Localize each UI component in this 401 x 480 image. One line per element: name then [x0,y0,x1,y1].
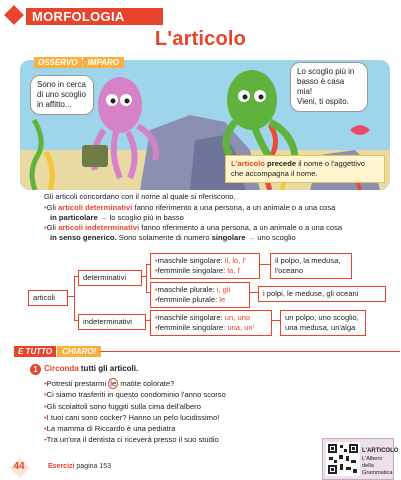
speech-bubble-left [30,75,94,115]
rule-indeterminative: •Gli articoli indeterminativi fanno riferimento a una persona, a un animale o a una cosa in senso generico. Sono solamente di numero singolare → uno scoglio [44,223,343,242]
divider [100,351,400,352]
definition-term: L'articolo [231,159,265,168]
section-tag [34,55,124,69]
det-plural-examples: i polpi, le meduse, gli oceani [258,286,386,302]
indet-examples: un polpo, uno scoglio, una medusa, un'alga [280,310,366,336]
list-item: •La mamma di Riccardo è una pediatra [44,424,176,434]
tree-root: articoli [28,290,68,306]
exercise-list [44,378,226,446]
page-number: 44 [13,461,25,472]
page-title: L'articolo [154,28,247,50]
tree-connector [74,276,75,320]
list-item: •Gli scoiattoli sono fuggiti sulla cima dell'albero [44,401,201,411]
intro-text: Gli articoli concordano con il nome al quale si riferiscono. [44,192,236,201]
qr-title: L'ARTICOLO [362,448,399,454]
list-item: •I tuoi cani sono cocker? Hanno un pelo lucidissimo! [44,412,220,422]
tree-arrow [272,320,280,321]
list-item: •Tra un'ora il dentista ci riceverà presso il suo studio [44,435,219,445]
qr-code-icon[interactable] [326,442,360,476]
tree-arrow [260,264,270,265]
bubble-line: Vieni, ti ospito. [297,97,349,106]
tree-indeterminative: indeterminativi [78,314,146,330]
bubble-line: basso è casa mia! [297,77,345,96]
indet-box: •maschile singolare: un, uno •femminile singolare: una, un' [150,310,272,336]
list-item: •Ci siamo trasferiti in questo condominio l'anno scorso [44,390,226,400]
circled-article: le [110,379,117,388]
tree-determinative: determinativi [78,270,142,286]
exercise-tag [14,344,101,358]
list-item: •Potresti prestarmi le matite colorate? [44,379,175,388]
det-singular-examples: il polpo, la medusa, l'oceano [270,253,352,279]
header-diamond-icon [4,5,24,25]
tag-all: E TUTTO [14,346,56,357]
bubble-line: Sono in cerca [37,80,86,89]
exercises-link[interactable]: Esercizi pagina 153 [48,463,112,470]
bubble-line: di uno scoglio [37,90,86,99]
rule-determinative: •Gli articoli determinativi fanno riferimento a una persona, a un animale o a una cosa in particolare → lo scoglio più in basso [44,203,336,222]
tree-arrow [250,292,258,293]
speech-bubble-right [290,62,368,112]
tag-clear: CHIARO! [57,346,101,357]
exercise-number: 1 [30,364,41,375]
bubble-line: in affitto... [37,100,72,109]
section-label: MORFOLOGIA [26,8,163,25]
det-plural-box: •maschile plurale: i, gli •femminile plurale: le [150,282,250,308]
definition-verb: precede [264,159,297,168]
definition-box [225,155,385,183]
bubble-line: Lo scoglio più in [297,67,355,76]
definition-text: il nome o l'aggettivo che accompagna il nome. [231,159,366,178]
tree-connector [146,264,147,292]
det-singular-box: •maschile singolare: il, lo, l' •femminile singolare: la, l' [150,253,260,279]
tag-learn: IMPARO [83,57,124,68]
qr-subtitle: L'Albero della Grammatica [362,456,393,476]
exercise-instruction: Circonda tutti gli articoli. [44,364,139,373]
rules-list [44,203,374,243]
tag-observe: OSSERVO [34,57,82,68]
